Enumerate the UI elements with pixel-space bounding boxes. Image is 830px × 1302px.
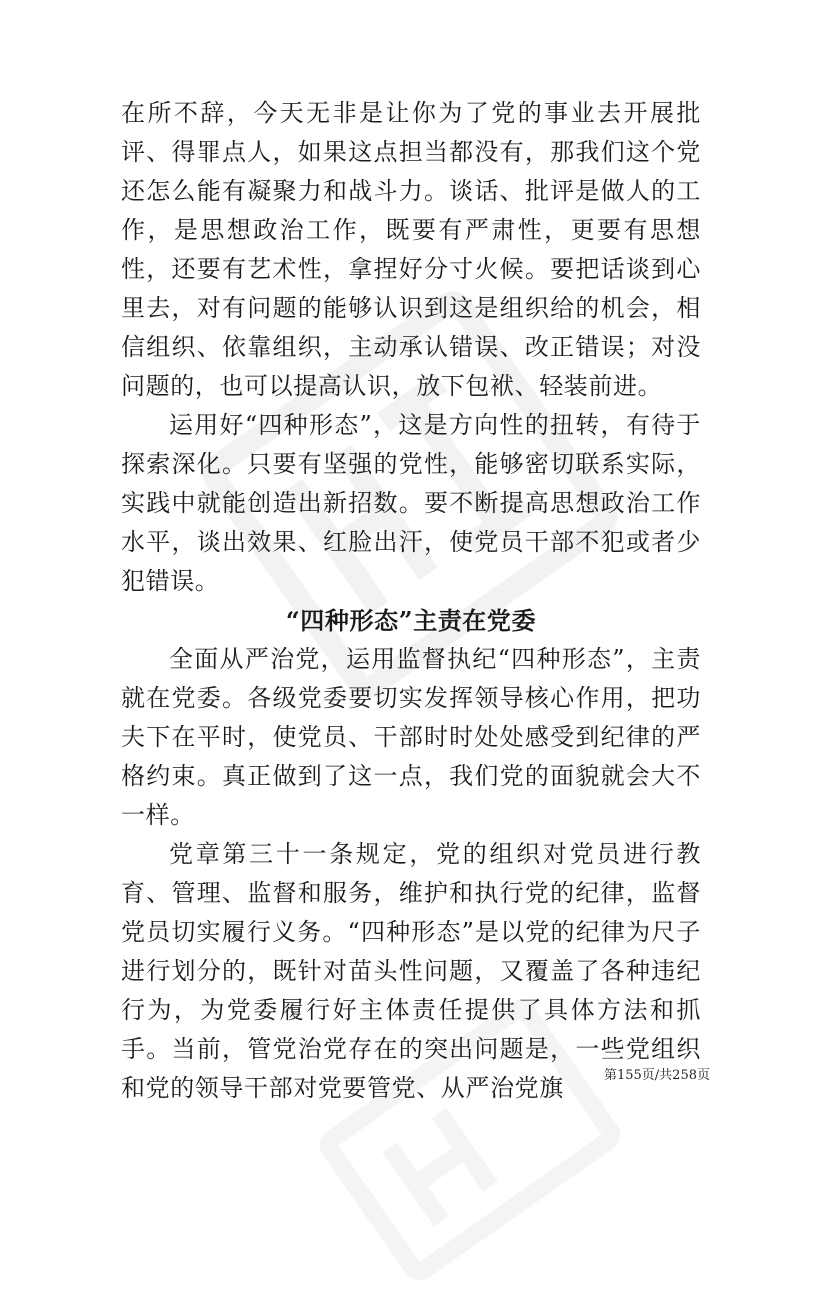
- paragraph: 运用好“四种形态”，这是方向性的扭转，有待于探索深化。只要有坚强的党性，能够密切联系实际，实践中就能创造出新招数。要不断提高思想政治工作水平，谈出效果、红脸出汗，使党员干部不犯或者少犯错误。: [121, 411, 701, 595]
- section-heading: “四种形态”主责在党委: [285, 606, 537, 635]
- page-number: 第155页/共258页: [603, 1068, 710, 1083]
- paragraph: 全面从严治党，运用监督执纪“四种形态”，主责就在党委。各级党委要切实发挥领导核心作用，把功夫下在平时，使党员、干部时时处处感受到纪律的严格约束。真正做到了这一点，我们党的面貌就会大不一样。: [121, 645, 701, 829]
- paragraph-continued: 在所不辞，今天无非是让你为了党的事业去开展批评、得罪点人，如果这点担当都没有，那我们这个党还怎么能有凝聚力和战斗力。谈话、批评是做人的工作，是思想政治工作，既要有严肃性，更要有思想性，还要有艺术性，拿捏好分寸火候。要把话谈到心里去，对有问题的能够认识到这是组织给的机会，相信组织、依靠组织，主动承认错误、改正错误；对没问题的，也可以提高认识，放下包袱、轻装前进。: [121, 99, 701, 400]
- paragraph: 党章第三十一条规定，党的组织对党员进行教育、管理、监督和服务，维护和执行党的纪律，监督党员切实履行义务。“四种形态”是以党的纪律为尺子进行划分的，既针对苗头性问题，又覆盖了各种违纪行为，为党委履行好主体责任提供了具体方法和抓手。当前，管党治党存在的突出问题是，一些党组织和党的领导干部对党要管党、从严治党旗: [121, 840, 701, 1102]
- document-body: [121, 94, 701, 1108]
